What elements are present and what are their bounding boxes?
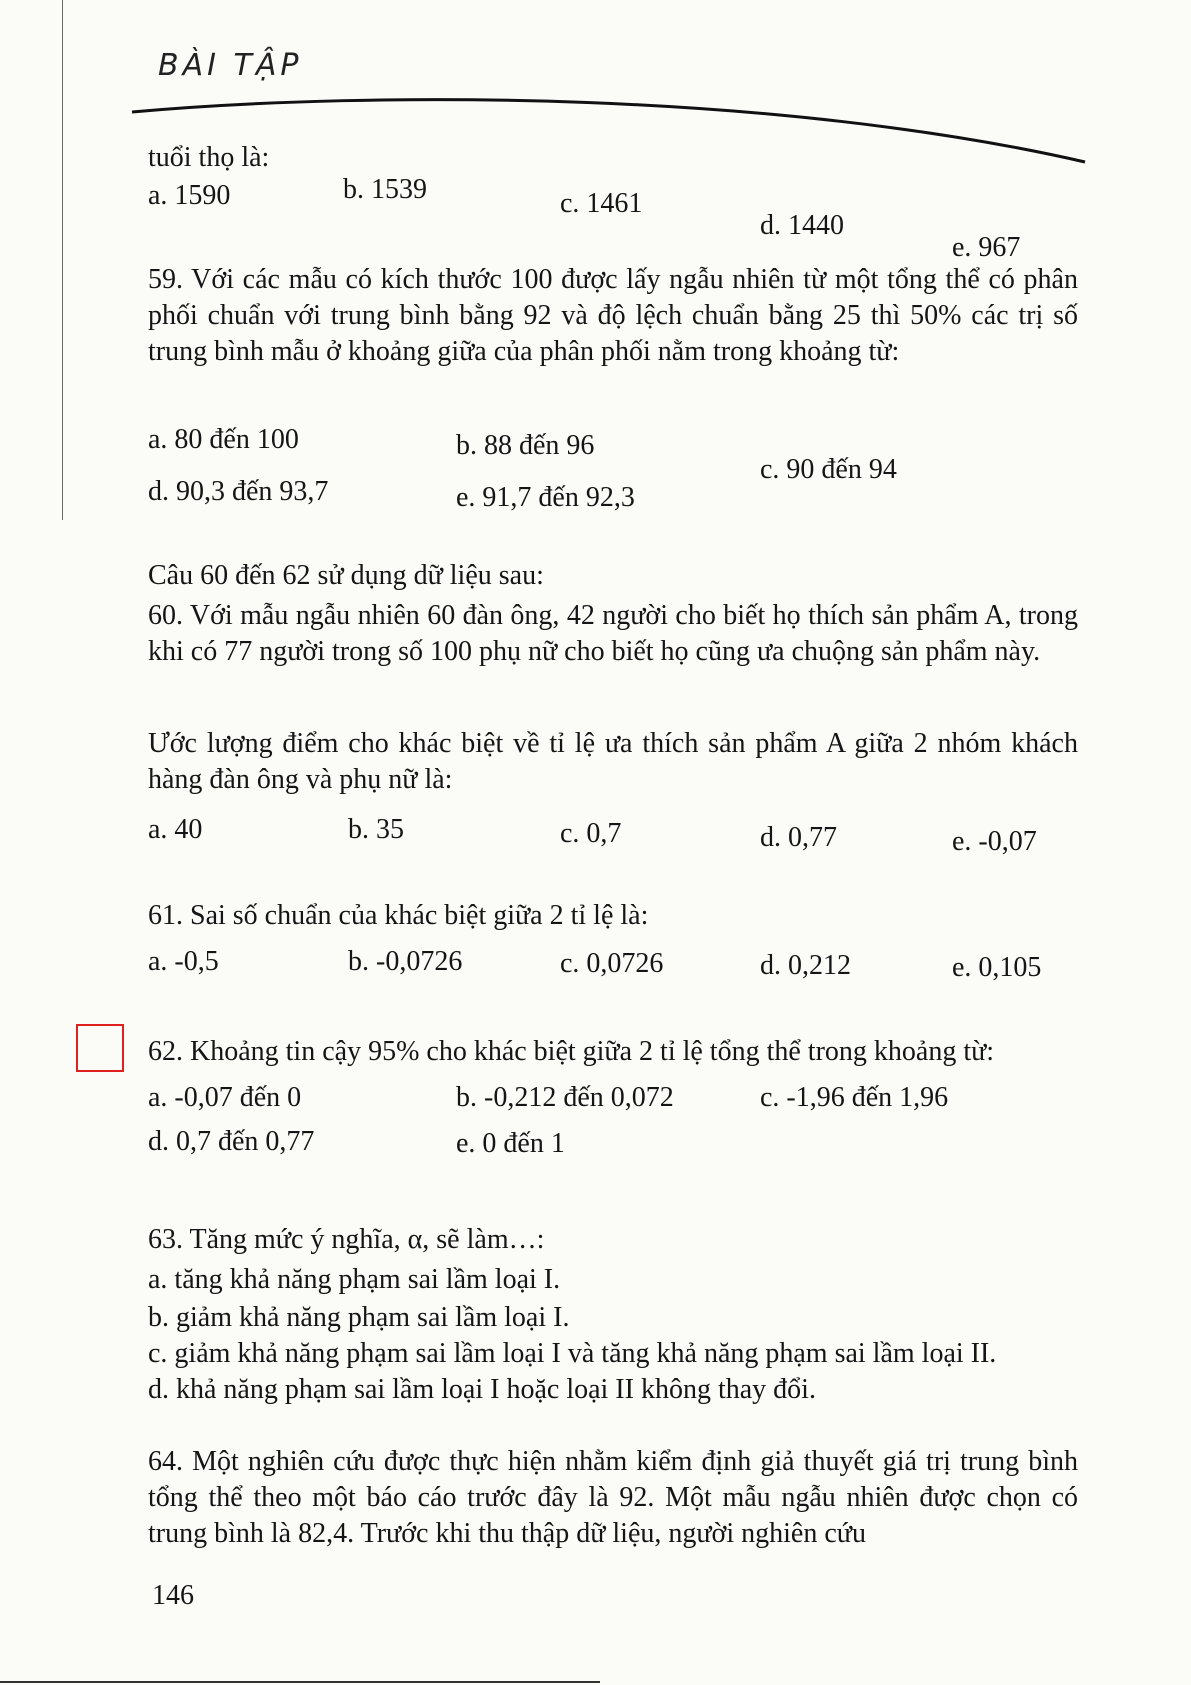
- q61-option-b: b. -0,0726: [348, 946, 463, 977]
- q63-option-c: c. giảm khả năng phạm sai lầm loại I và tăng khả năng phạm sai lầm loại II.: [148, 1338, 997, 1369]
- red-highlight-box: [76, 1024, 124, 1072]
- binding-edge-line: [62, 0, 63, 520]
- q58-stem: tuổi thọ là:: [148, 142, 270, 173]
- q61-text: 61. Sai số chuẩn của khác biệt giữa 2 tỉ lệ là:: [148, 900, 649, 931]
- q62-option-e: e. 0 đến 1: [456, 1128, 565, 1159]
- q61-option-d: d. 0,212: [760, 950, 851, 981]
- q61-option-a: a. -0,5: [148, 946, 219, 977]
- q61-option-e: e. 0,105: [952, 952, 1042, 983]
- q63-text: 63. Tăng mức ý nghĩa, α, sẽ làm…:: [148, 1224, 545, 1255]
- q63-option-b: b. giảm khả năng phạm sai lầm loại I.: [148, 1302, 570, 1333]
- q59-option-d: d. 90,3 đến 93,7: [148, 476, 329, 507]
- intro-60-62: Câu 60 đến 62 sử dụng dữ liệu sau:: [148, 560, 544, 591]
- q60-question: Ước lượng điểm cho khác biệt về tỉ lệ ưa thích sản phẩm A giữa 2 nhóm khách hàng đàn ông và phụ nữ là:: [148, 728, 1078, 795]
- q58-option-e: e. 967: [952, 232, 1021, 263]
- q58-option-d: d. 1440: [760, 210, 844, 241]
- q62-text: 62. Khoảng tin cậy 95% cho khác biệt giữa 2 tỉ lệ tổng thể trong khoảng từ:: [148, 1036, 995, 1067]
- q60-option-b: b. 35: [348, 814, 404, 845]
- q62-option-a: a. -0,07 đến 0: [148, 1082, 302, 1113]
- q62-option-b: b. -0,212 đến 0,072: [456, 1082, 674, 1113]
- bottom-edge-line: [0, 1681, 600, 1683]
- q59-option-a: a. 80 đến 100: [148, 424, 299, 455]
- q61-option-c: c. 0,0726: [560, 948, 664, 979]
- q63-option-d: d. khả năng phạm sai lầm loại I hoặc loại II không thay đổi.: [148, 1374, 816, 1405]
- q58-option-c: c. 1461: [560, 188, 643, 219]
- q58-option-a: a. 1590: [148, 180, 231, 211]
- q59-option-b: b. 88 đến 96: [456, 430, 595, 461]
- q58-option-b: b. 1539: [343, 174, 427, 205]
- q60-option-c: c. 0,7: [560, 818, 622, 849]
- q60-option-a: a. 40: [148, 814, 203, 845]
- header-title: BÀI TẬP: [158, 48, 303, 83]
- header-curve: [130, 80, 1090, 170]
- q63-option-a: a. tăng khả năng phạm sai lầm loại I.: [148, 1264, 561, 1295]
- page-number: 146: [152, 1580, 194, 1611]
- q60-option-e: e. -0,07: [952, 826, 1037, 857]
- q62-option-d: d. 0,7 đến 0,77: [148, 1126, 315, 1157]
- q60-text: 60. Với mẫu ngẫu nhiên 60 đàn ông, 42 người cho biết họ thích sản phẩm A, trong khi có 77 người trong số 100 phụ nữ cho biết họ cũng ưa chuộng sản phẩm này.: [148, 600, 1078, 667]
- q59-option-e: e. 91,7 đến 92,3: [456, 482, 635, 513]
- q62-option-c: c. -1,96 đến 1,96: [760, 1082, 949, 1113]
- q59-option-c: c. 90 đến 94: [760, 454, 897, 485]
- q60-option-d: d. 0,77: [760, 822, 837, 853]
- q59-text: 59. Với các mẫu có kích thước 100 được lấy ngẫu nhiên từ một tổng thể có phân phối chuẩn với trung bình bằng 92 và độ lệch chuẩn bằng 25 thì 50% các trị số trung bình mẫu ở khoảng giữa của phân phối nằm trong khoảng từ:: [148, 264, 1078, 367]
- q64-text: 64. Một nghiên cứu được thực hiện nhằm kiểm định giả thuyết giá trị trung bình tổng thể theo một báo cáo trước đây là 92. Một mẫu ngẫu nhiên được chọn có trung bình là 82,4. Trước khi thu thập dữ liệu, người nghiên cứu: [148, 1446, 1078, 1549]
